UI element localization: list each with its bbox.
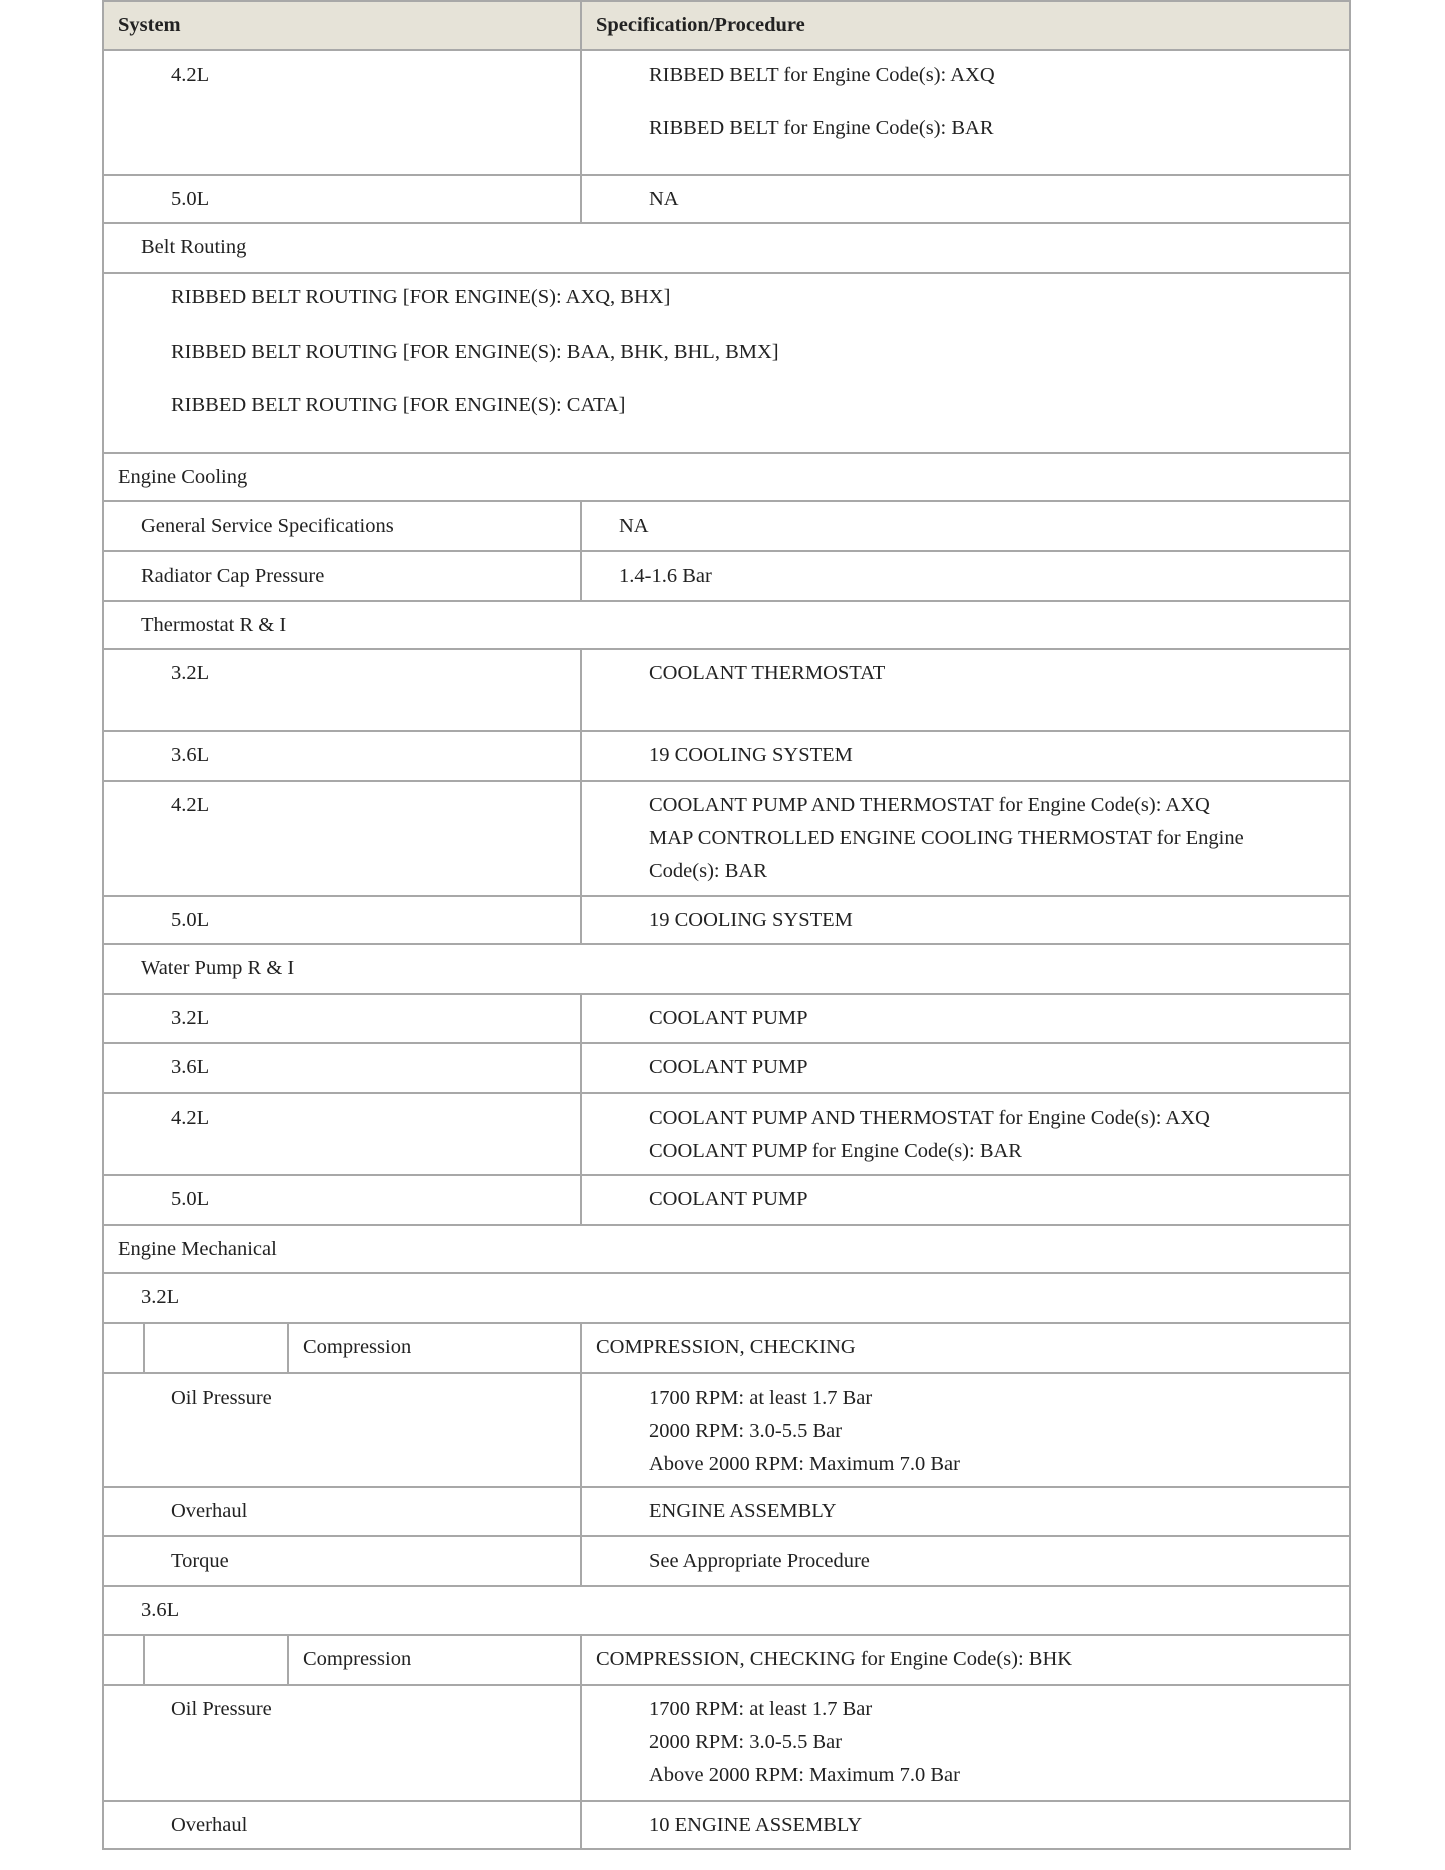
spec-text: 10 ENGINE ASSEMBLY xyxy=(649,1814,863,1836)
spec-text: COOLANT PUMP AND THERMOSTAT for Engine Code(s): AXQ xyxy=(649,1107,1210,1129)
spec-text: COMPRESSION, CHECKING for Engine Code(s): BHK xyxy=(596,1648,1073,1670)
system-label: 4.2L xyxy=(171,794,210,816)
spec-text: 2000 RPM: 3.0-5.5 Bar xyxy=(649,1420,843,1442)
spec-text: COOLANT PUMP xyxy=(649,1056,808,1078)
belt-routing-link: RIBBED BELT ROUTING [FOR ENGINE(S): AXQ, BHX] xyxy=(171,286,671,308)
system-label: 5.0L xyxy=(171,188,210,210)
table-row xyxy=(102,1488,1351,1537)
table-row xyxy=(102,1094,1351,1176)
spec-text: Above 2000 RPM: Maximum 7.0 Bar xyxy=(649,1453,960,1475)
table-row xyxy=(102,1374,1351,1488)
section-label: Belt Routing xyxy=(141,236,247,258)
system-label: Compression xyxy=(303,1336,412,1358)
spec-text: NA xyxy=(619,515,649,537)
section-row xyxy=(102,1274,1351,1324)
spec-text: COOLANT THERMOSTAT xyxy=(649,662,886,684)
section-row xyxy=(102,1587,1351,1636)
section-label: Engine Mechanical xyxy=(118,1238,277,1260)
spec-table xyxy=(102,0,1351,1850)
spec-text: ENGINE ASSEMBLY xyxy=(649,1500,837,1522)
system-label: 4.2L xyxy=(171,1107,210,1129)
system-label: 3.2L xyxy=(171,662,210,684)
spec-text: 2000 RPM: 3.0-5.5 Bar xyxy=(649,1731,843,1753)
table-header xyxy=(102,0,1351,51)
spec-text: See Appropriate Procedure xyxy=(649,1550,870,1572)
system-label: General Service Specifications xyxy=(141,515,394,537)
spec-text: 1.4-1.6 Bar xyxy=(619,565,712,587)
section-row xyxy=(102,1226,1351,1274)
section-row xyxy=(102,945,1351,995)
spec-text: 1700 RPM: at least 1.7 Bar xyxy=(649,1387,873,1409)
system-label: Oil Pressure xyxy=(171,1698,272,1720)
section-label: Thermostat R & I xyxy=(141,614,287,636)
spec-text: 19 COOLING SYSTEM xyxy=(649,909,853,931)
system-label: 5.0L xyxy=(171,909,210,931)
table-row xyxy=(102,1636,1351,1686)
header-system: System xyxy=(118,14,181,36)
section-row xyxy=(102,224,1351,274)
belt-routing-link: RIBBED BELT ROUTING [FOR ENGINE(S): CATA] xyxy=(171,394,626,416)
spec-text: COOLANT PUMP xyxy=(649,1188,808,1210)
system-label: 4.2L xyxy=(171,64,210,86)
table-row xyxy=(102,1686,1351,1802)
system-label: Overhaul xyxy=(171,1814,248,1836)
header-spec: Specification/Procedure xyxy=(596,14,805,36)
table-row xyxy=(102,51,1351,176)
table-row xyxy=(102,782,1351,897)
system-label: Radiator Cap Pressure xyxy=(141,565,325,587)
spec-text: Above 2000 RPM: Maximum 7.0 Bar xyxy=(649,1764,960,1786)
spec-text: Code(s): BAR xyxy=(649,860,767,882)
table-row xyxy=(102,1044,1351,1094)
spec-text: RIBBED BELT for Engine Code(s): AXQ xyxy=(649,64,995,86)
system-label: Torque xyxy=(171,1550,229,1572)
system-label: Compression xyxy=(303,1648,412,1670)
belt-routing-link: RIBBED BELT ROUTING [FOR ENGINE(S): BAA, BHK, BHL, BMX] xyxy=(171,341,779,363)
section-label: 3.6L xyxy=(141,1599,180,1621)
table-row xyxy=(102,650,1351,732)
section-row xyxy=(102,602,1351,650)
table-row xyxy=(102,995,1351,1044)
table-row xyxy=(102,1176,1351,1226)
spec-text: RIBBED BELT for Engine Code(s): BAR xyxy=(649,117,994,139)
section-row xyxy=(102,454,1351,502)
section-label: 3.2L xyxy=(141,1286,180,1308)
system-label: 3.2L xyxy=(171,1007,210,1029)
system-label: 3.6L xyxy=(171,1056,210,1078)
table-row xyxy=(102,1802,1351,1850)
system-label: 3.6L xyxy=(171,744,210,766)
table-row xyxy=(102,1537,1351,1587)
table-row xyxy=(102,1324,1351,1374)
spec-text: COMPRESSION, CHECKING xyxy=(596,1336,856,1358)
section-label: Water Pump R & I xyxy=(141,957,295,979)
system-label: 5.0L xyxy=(171,1188,210,1210)
system-label: Overhaul xyxy=(171,1500,248,1522)
table-row xyxy=(102,732,1351,782)
table-row xyxy=(102,552,1351,602)
table-row xyxy=(102,176,1351,224)
spec-text: COOLANT PUMP for Engine Code(s): BAR xyxy=(649,1140,1022,1162)
table-row xyxy=(102,897,1351,945)
spec-text: NA xyxy=(649,188,679,210)
spec-text: MAP CONTROLLED ENGINE COOLING THERMOSTAT for Engine xyxy=(649,827,1244,849)
spec-text: COOLANT PUMP AND THERMOSTAT for Engine Code(s): AXQ xyxy=(649,794,1210,816)
spec-text: 19 COOLING SYSTEM xyxy=(649,744,853,766)
table-row xyxy=(102,274,1351,454)
spec-text: COOLANT PUMP xyxy=(649,1007,808,1029)
table-row xyxy=(102,502,1351,552)
section-label: Engine Cooling xyxy=(118,466,248,488)
system-label: Oil Pressure xyxy=(171,1387,272,1409)
spec-text: 1700 RPM: at least 1.7 Bar xyxy=(649,1698,873,1720)
